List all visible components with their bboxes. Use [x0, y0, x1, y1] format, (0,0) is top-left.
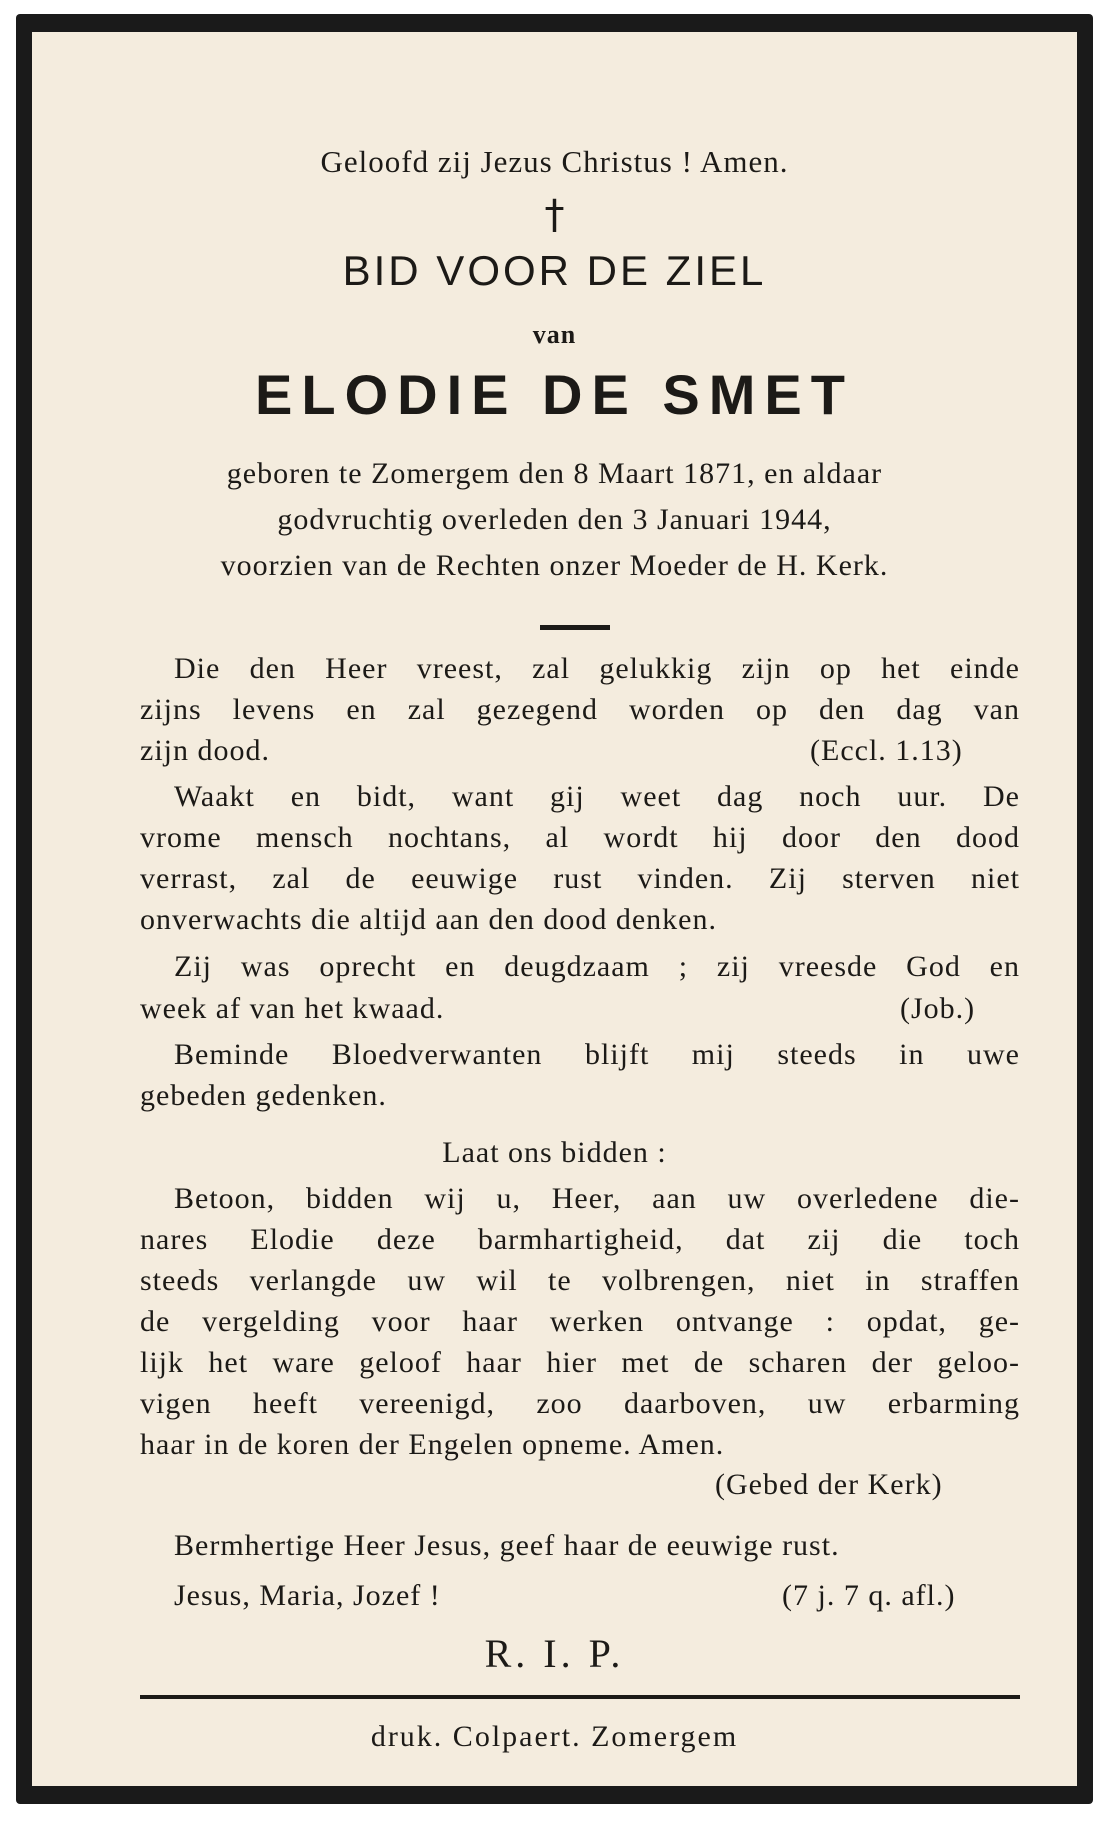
deceased-name: ELODIE DE SMET — [255, 363, 854, 426]
cross-icon: † — [544, 192, 565, 238]
job-verse-line-1: Zij was oprecht en deugdzaam ; zij vreesde God en — [174, 950, 1020, 983]
eccl-verse-line-1: Die den Heer vreest, zal gelukkig zijn op het einde — [174, 652, 1020, 685]
beminde-line-1: Beminde Bloedverwanten blijft mij steeds in uwe — [174, 1038, 1020, 1071]
beminde-line-2: gebeden gedenken. — [140, 1079, 387, 1112]
card-paper — [32, 32, 1077, 1786]
memorial-card — [16, 14, 1093, 1804]
title-heading: BID VOOR DE ZIEL — [342, 247, 767, 294]
waakt-verse-line-3: verrast, zal de eeuwige rust vinden. Zij sterven niet — [140, 862, 1020, 895]
prayer-line-4: de vergelding voor haar werken ontvange : opdat, ge- — [140, 1305, 1020, 1338]
mercy-line: Bermhertige Heer Jesus, geef haar de eeuwige rust. — [174, 1529, 840, 1562]
indulgence-note: (7 j. 7 q. afl.) — [782, 1579, 956, 1612]
prayer-line-2: nares Elodie deze barmhartigheid, dat zij die toch — [140, 1223, 1020, 1256]
praise-line: Geloofd zij Jezus Christus ! Amen. — [320, 144, 789, 179]
long-divider — [140, 1695, 1020, 1699]
invocation-line: Jesus, Maria, Jozef ! — [174, 1579, 441, 1612]
rip-text: R. I. P. — [484, 1631, 625, 1676]
biography-line-3: voorzien van de Rechten onzer Moeder de H. Kerk. — [220, 549, 889, 582]
prayer-line-7: haar in de koren der Engelen opneme. Amen. — [140, 1428, 725, 1461]
biography-line-1: geboren te Zomergem den 8 Maart 1871, en aldaar — [226, 457, 883, 490]
job-reference: (Job.) — [900, 992, 976, 1025]
prayer-line-1: Betoon, bidden wij u, Heer, aan uw overledene die- — [174, 1182, 1020, 1215]
waakt-verse-line-1: Waakt en bidt, want gij weet dag noch uur. De — [174, 780, 1020, 813]
waakt-verse-line-2: vrome mensch nochtans, al wordt hij door den dood — [140, 821, 1020, 854]
prayer-line-6: vigen heeft vereenigd, zoo daarboven, uw erbarming — [140, 1387, 1020, 1420]
printer-credit: druk. Colpaert. Zomergem — [370, 1720, 739, 1753]
prayer-reference: (Gebed der Kerk) — [715, 1468, 943, 1501]
short-divider — [540, 625, 610, 630]
van-label: van — [532, 320, 577, 349]
job-verse-line-2: week af van het kwaad. — [140, 992, 445, 1025]
prayer-line-3: steeds verlangde uw wil te volbrengen, niet in straffen — [140, 1264, 1020, 1297]
prayer-line-5: lijk het ware geloof haar hier met de scharen der geloo- — [140, 1346, 1020, 1379]
prayer-heading: Laat ons bidden : — [442, 1136, 667, 1169]
eccl-verse-line-3: zijn dood. — [140, 734, 270, 767]
eccl-reference: (Eccl. 1.13) — [810, 734, 963, 767]
eccl-verse-line-2: zijns levens en zal gezegend worden op den dag van — [140, 693, 1020, 726]
biography-line-2: godvruchtig overleden den 3 Januari 1944, — [277, 503, 832, 536]
waakt-verse-line-4: onverwachts die altijd aan den dood denken. — [140, 903, 717, 936]
